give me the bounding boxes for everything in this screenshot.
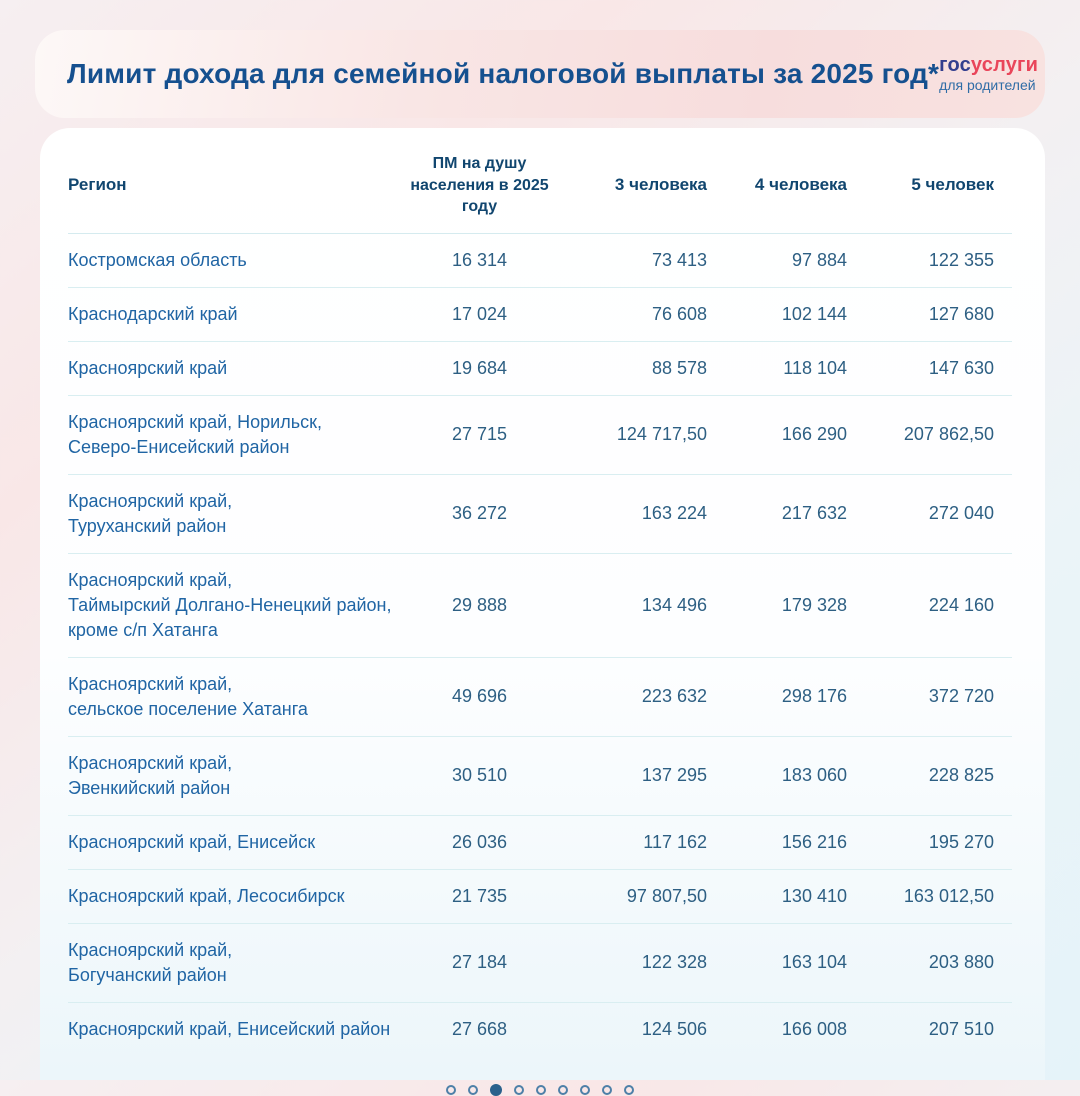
value-4-persons-cell: 97 884: [791, 249, 847, 270]
value-3-persons-cell: 137 295: [641, 765, 707, 786]
table-row: [68, 342, 1012, 396]
pm-value-cell: 27 184: [451, 952, 508, 973]
gosuslugi-logo: [939, 54, 1038, 93]
logo-wordmark: [939, 54, 1038, 76]
pm-value-cell: 49 696: [451, 686, 508, 707]
pagination-dot-active[interactable]: [490, 1084, 502, 1096]
value-4-persons-cell: 166 290: [781, 424, 847, 445]
value-3-persons-cell: 134 496: [641, 594, 707, 615]
region-cell: Красноярский край: [68, 357, 228, 378]
column-header-pm: ПМ на душу населения в 2025 году: [410, 155, 549, 216]
pagination-dots: [68, 1084, 1012, 1096]
pagination-dot[interactable]: [558, 1085, 568, 1095]
value-5-persons-cell: 207 510: [928, 1018, 994, 1039]
value-5-persons-cell: 272 040: [928, 503, 994, 524]
value-5-persons-cell: 163 012,50: [903, 885, 994, 906]
region-cell: Красноярский край, Норильск, Северо-Енисейский район: [68, 411, 322, 457]
value-5-persons-cell: 122 355: [928, 249, 994, 270]
logo-subtitle: для родителей: [939, 76, 1036, 93]
value-5-persons-cell: 203 880: [928, 952, 994, 973]
value-3-persons-cell: 124 506: [641, 1018, 707, 1039]
pm-value-cell: 21 735: [451, 885, 508, 906]
region-cell: Краснодарский край: [68, 303, 238, 324]
value-5-persons-cell: 127 680: [928, 303, 994, 324]
value-4-persons-cell: 102 144: [781, 303, 847, 324]
region-cell: Красноярский край, Лесосибирск: [68, 885, 345, 906]
value-3-persons-cell: 124 717,50: [616, 424, 707, 445]
column-header-3: 3 человека: [614, 175, 707, 195]
value-4-persons-cell: 118 104: [783, 357, 847, 378]
logo-text-red: услуги: [970, 54, 1039, 77]
region-cell: Костромская область: [68, 249, 247, 270]
region-cell: Красноярский край, Енисейск: [68, 831, 316, 852]
table-card: [40, 128, 1045, 1080]
table-row: [68, 924, 1012, 1003]
table-row: [68, 1003, 1012, 1056]
value-4-persons-cell: 183 060: [781, 765, 847, 786]
pm-value-cell: 36 272: [451, 503, 508, 524]
column-header-region: Регион: [68, 175, 127, 195]
region-cell: Красноярский край, Таймырский Долгано-Ненецкий район, кроме с/п Хатанга: [68, 569, 392, 640]
page-title: Лимит дохода для семейной налоговой выплаты за 2025 год*: [67, 58, 940, 89]
region-cell: Красноярский край, Туруханский район: [68, 490, 233, 536]
value-4-persons-cell: 163 104: [781, 952, 847, 973]
pagination-dot[interactable]: [580, 1085, 590, 1095]
pagination-dot[interactable]: [446, 1085, 456, 1095]
value-3-persons-cell: 163 224: [641, 503, 707, 524]
table-row: [68, 475, 1012, 554]
value-5-persons-cell: 228 825: [928, 765, 994, 786]
pagination-dot[interactable]: [624, 1085, 634, 1095]
value-5-persons-cell: 195 270: [928, 831, 994, 852]
pm-value-cell: 16 314: [451, 249, 508, 270]
pm-value-cell: 17 024: [451, 303, 508, 324]
value-3-persons-cell: 223 632: [641, 686, 707, 707]
value-5-persons-cell: 207 862,50: [903, 424, 994, 445]
value-4-persons-cell: 217 632: [781, 503, 847, 524]
value-5-persons-cell: 224 160: [928, 594, 994, 615]
value-4-persons-cell: 130 410: [781, 885, 847, 906]
pagination-dot[interactable]: [468, 1085, 478, 1095]
header-card: [35, 30, 1045, 118]
pm-value-cell: 27 668: [451, 1018, 508, 1039]
table-row: [68, 234, 1012, 288]
pagination-dot[interactable]: [536, 1085, 546, 1095]
pm-value-cell: 26 036: [451, 831, 508, 852]
table-header-row: [68, 128, 1012, 234]
value-4-persons-cell: 166 008: [781, 1018, 847, 1039]
column-header-5: 5 человек: [911, 175, 994, 195]
value-3-persons-cell: 97 807,50: [626, 885, 707, 906]
value-4-persons-cell: 298 176: [781, 686, 847, 707]
value-3-persons-cell: 73 413: [651, 249, 707, 270]
pagination-dot[interactable]: [514, 1085, 524, 1095]
value-5-persons-cell: 372 720: [928, 686, 994, 707]
value-4-persons-cell: 179 328: [781, 594, 847, 615]
pm-value-cell: 19 684: [451, 357, 508, 378]
column-header-4: 4 человека: [754, 175, 847, 195]
table-row: [68, 816, 1012, 870]
value-3-persons-cell: 76 608: [651, 303, 707, 324]
value-5-persons-cell: 147 630: [928, 357, 994, 378]
value-3-persons-cell: 117 162: [643, 831, 707, 852]
table-row: [68, 554, 1012, 658]
table-row: [68, 396, 1012, 475]
value-3-persons-cell: 122 328: [641, 952, 707, 973]
region-cell: Красноярский край, Богучанский район: [68, 939, 233, 985]
table-row: [68, 870, 1012, 924]
pagination-dot[interactable]: [602, 1085, 612, 1095]
region-cell: Красноярский край, Енисейский район: [68, 1018, 391, 1039]
table-body: [68, 234, 1012, 1056]
table-row: [68, 288, 1012, 342]
pm-value-cell: 27 715: [451, 424, 508, 445]
value-4-persons-cell: 156 216: [781, 831, 847, 852]
pm-value-cell: 30 510: [451, 765, 508, 786]
region-cell: Красноярский край, Эвенкийский район: [68, 752, 233, 798]
region-cell: Красноярский край, сельское поселение Хатанга: [68, 673, 308, 719]
pm-value-cell: 29 888: [451, 594, 508, 615]
value-3-persons-cell: 88 578: [651, 357, 707, 378]
logo-text-blue: гос: [939, 54, 971, 77]
table-row: [68, 737, 1012, 816]
table-row: [68, 658, 1012, 737]
